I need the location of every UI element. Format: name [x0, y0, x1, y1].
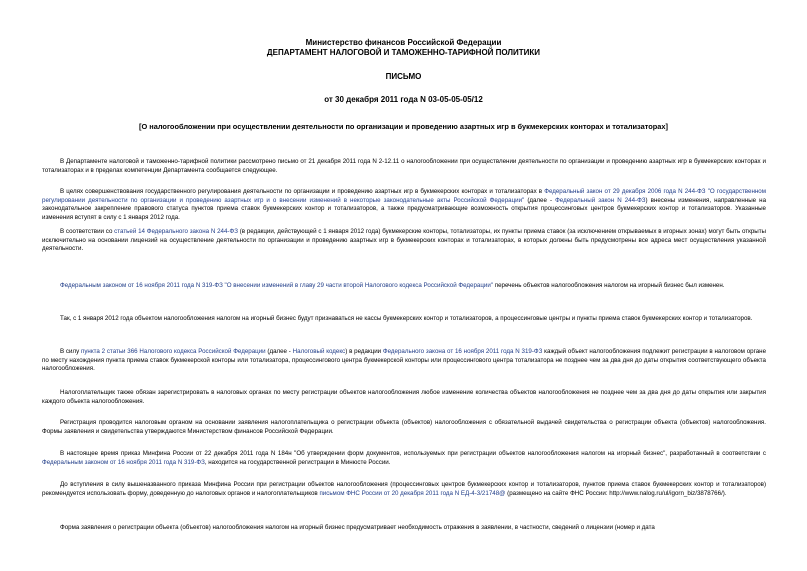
link-federal-law-319-edition[interactable]: Федерального закона от 16 ноября 2011 года N 319-ФЗ: [382, 348, 543, 355]
paragraph-1: [42, 158, 766, 175]
paragraph-3-text-2: (в редакции, действующей с 1 января 2012 года) букмекерские конторы, тотализаторы, их пункты приема ставок (за исключением открываемых в игорных зонах) могут быть открыты исключительно на основании лицензий на осуществление деятельности по организации и проведению азартных игр в букмекерских конторах и тотализаторах, в которых должны быть предусмотрены все адреса мест осуществления указанной деятельности.: [42, 228, 766, 252]
paragraph-5-text: Так, с 1 января 2012 года объектом налогообложения налогом на игорный бизнес будут признаваться не кассы букмекерских контор и тотализаторов, а процессинговые центры и пункты приема ставок букмекерских контор и тотализаторов.: [60, 315, 753, 322]
ministry-name: Министерство финансов Российской Федерации: [305, 38, 502, 47]
link-federal-law-244-short[interactable]: Федеральный закон N 244-ФЗ: [555, 196, 646, 204]
paragraph-10-text-2: (размещено на сайте ФНС России: http://www.nalog.ru/ul/igorn_biz/3878766/).: [505, 489, 727, 497]
paragraph-10: [42, 481, 766, 498]
paragraph-6-text-4: каждый объект налогообложения подлежит регистрации в налоговом органе по месту нахождения пункта приема ставок букмекерской конторы или тотализатора, процессингового центра букмекерской конторы или процессингового центра тотализатора не позднее чем за два дня до даты открытия соответствующего объекта налогообложения.: [42, 348, 767, 372]
paragraph-9: [42, 450, 766, 467]
paragraph-6-text-3: ) в редакции: [345, 348, 383, 355]
paragraph-1-text: В Департаменте налоговой и таможенно-тарифной политики рассмотрено письмо от 21 декабря 2011 года N 2-12.11 о налогообложении при осуществлении деятельности по организации и проведению азартных игр в букмекерских конторах и тотализаторах и в пределах компетенции Департамента сообщается следующее.: [42, 158, 766, 174]
paragraph-6-text-2: (далее -: [265, 348, 293, 355]
paragraph-4: [42, 282, 766, 291]
paragraph-3: [42, 228, 766, 254]
document-date-number: от 30 декабря 2011 года N 03-05-05-05/12: [324, 95, 483, 104]
paragraph-7: [42, 389, 766, 406]
paragraph-2-text-1: В целях совершенствования государственного регулирования деятельности по организации и проведению азартных игр в букмекерских конторах и тотализаторах в: [60, 188, 545, 195]
paragraph-2: [42, 188, 766, 222]
paragraph-11: [42, 524, 766, 533]
paragraph-8-text: Регистрация проводится налоговым органом на основании заявления налогоплательщика о регистрации объекта (объектов) налогообложения с обязательной выдачей свидетельства о регистрации объекта (объектов) налогообложения. Формы заявления и свидетельства утверждаются Министерством финансов Российской Федерации.: [42, 419, 766, 435]
document-subject: [О налогообложении при осуществлении деятельности по организации и проведению азартных игр в букмекерских конторах и тотализаторах]: [139, 122, 668, 131]
paragraph-11-text: Форма заявления о регистрации объекта (объектов) налогообложения налогом на игорный бизнес предусматривает необходимость отражения в заявлении, в частности, сведений о лицензии (номер и дата: [60, 524, 655, 531]
paragraph-4-text-1: перечень объектов налогообложения налогом на игорный бизнес был изменен.: [493, 282, 725, 289]
paragraph-6: [42, 348, 766, 374]
department-name: ДЕПАРТАМЕНТ НАЛОГОВОЙ И ТАМОЖЕННО-ТАРИФНОЙ ПОЛИТИКИ: [266, 48, 541, 57]
paragraph-9-text-2: , находится на государственной регистрации в Минюсте России.: [204, 458, 391, 466]
link-federal-law-319-ref[interactable]: Федеральным законом от 16 ноября 2011 года N 319-ФЗ: [42, 458, 205, 466]
link-tax-code[interactable]: Налоговый кодекс: [292, 348, 346, 355]
document-type: ПИСЬМО: [385, 72, 422, 81]
link-tax-code-article-366[interactable]: пункта 2 статьи 366 Налогового кодекса Российской Федерации: [80, 348, 266, 355]
paragraph-6-text-1: В силу: [60, 348, 81, 355]
paragraph-2-text-3: ) внесены изменения, направленные на законодательное закрепление правового статуса пунктов приема ставок букмекерских контор и тотализаторов, а также предусматривающие возможность открытия процессинговых центров букмекерских контор и тотализаторов. Указанные изменения вступят в силу с 1 января 2012 года.: [42, 196, 767, 221]
link-federal-law-244[interactable]: Федеральный закон от 29 декабря 2006 года N 244-ФЗ "О государственном регулировании деятельности по организации и проведению азартных игр и о внесении изменений в некоторые законодательные акты Российской Федерации": [42, 188, 766, 204]
paragraph-2-text-2: (далее -: [524, 196, 556, 204]
link-article-14[interactable]: статьей 14 Федерального закона N 244-ФЗ: [114, 228, 238, 235]
paragraph-10-text-1: До вступления в силу вышеназванного приказа Минфина России при регистрации объектов налогообложения (процессинговых центров букмекерских контор и тотализаторов, пунктов приема ставок букмекерских контор и тотализаторов) рекомендуется использовать форму, доведенную до налоговых органов и налогоплательщиков: [42, 481, 766, 497]
paragraph-8: [42, 419, 766, 436]
paragraph-5: [42, 315, 766, 324]
link-fns-letter[interactable]: письмом ФНС России от 20 декабря 2011 года N ЕД-4-3/21748@: [319, 489, 506, 497]
paragraph-3-text-1: В соответствии со: [60, 228, 115, 235]
link-federal-law-319[interactable]: Федеральным законом от 16 ноября 2011 года N 319-ФЗ "О внесении изменений в главу 29 части второй Налогового кодекса Российской Федерации": [60, 282, 493, 289]
paragraph-9-text-1: В настоящее время приказ Минфина России от 22 декабря 2011 года N 184н "Об утверждении форм документов, используемых при регистрации объектов налогообложения налогом на игорный бизнес", разработанный в соответствии с: [60, 450, 766, 457]
paragraph-7-text: Налогоплательщик также обязан зарегистрировать в налоговых органах по месту регистрации объектов налогообложения любое изменение количества объектов налогообложения не позднее чем за два дня до даты открытия или закрытия каждого объекта налогообложения.: [42, 389, 766, 405]
